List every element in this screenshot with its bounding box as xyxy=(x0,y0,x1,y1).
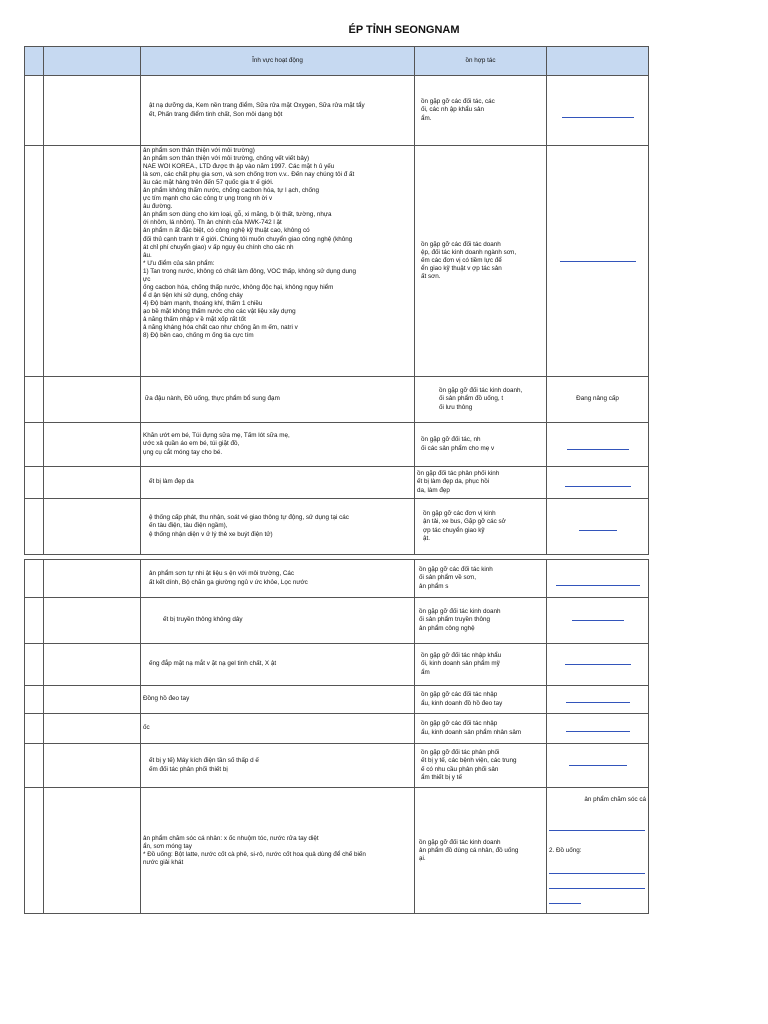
cooperation-cell: ồn gặp gỡ đối tác phân phối ết bị y tế, các bệnh viện, các trung ế có nhu cầu phân phối sản ẩm thiết bị y tế xyxy=(415,744,547,788)
status-cell xyxy=(547,423,649,467)
hyperlink-underline[interactable] xyxy=(572,620,624,621)
cooperation-cell: ồn gặp gỡ các đối tác doanh ệp, đối tác kinh doanh ngành sơn, ếm các đơn vị có tiềm lực để ển giao kỹ thuật v ợp tác sản ất sơn. xyxy=(415,146,547,377)
cooperation-cell: ồn gặp gỡ các đối tác, các ối, các nh ập khẩu sản ẩm. xyxy=(415,76,547,146)
hyperlink-underline[interactable] xyxy=(566,702,630,703)
index-cell xyxy=(25,744,44,788)
table-row xyxy=(25,714,649,744)
table-row xyxy=(25,499,649,555)
page-title: ÉP TỈNH SEONGNAM xyxy=(348,24,460,36)
field-cell: ốc xyxy=(141,714,415,744)
index-cell xyxy=(25,644,44,686)
status-cell xyxy=(547,686,649,714)
status-cell xyxy=(547,76,649,146)
company-cell xyxy=(44,423,141,467)
index-cell xyxy=(25,714,44,744)
cooperation-cell: ồn gặp gỡ các đối tác kinh ối sản phẩm về sơn, ản phẩm s xyxy=(415,560,547,598)
hyperlink-underline[interactable] xyxy=(569,765,627,766)
table-row xyxy=(25,76,649,146)
index-cell xyxy=(25,788,44,914)
hyperlink-underline[interactable] xyxy=(560,261,636,262)
header-field: Ĩnh vực hoạt động xyxy=(141,47,415,76)
cooperation-cell: ồn gặp gỡ các đối tác nhập ẩu, kinh doanh đồ hồ đeo tay xyxy=(415,686,547,714)
company-cell xyxy=(44,377,141,423)
table-header-row xyxy=(25,47,649,76)
field-cell: Khăn ướt em bé, Túi đựng sữa mẹ, Tấm lót sữa mẹ, ước xả quần áo em bé, túi giặt đồ, ụng cụ cắt móng tay cho bé. xyxy=(141,423,415,467)
cooperation-cell: ồn gặp gỡ đối tác nhập khẩu ối, kinh doanh sản phẩm mỹ ẩm xyxy=(415,644,547,686)
index-cell xyxy=(25,499,44,555)
table-row xyxy=(25,598,649,644)
header-index-cell xyxy=(25,47,44,76)
table-row xyxy=(25,467,649,499)
status-cell xyxy=(547,146,649,377)
header-company-cell xyxy=(44,47,141,76)
partner-table-2 xyxy=(24,559,649,914)
field-cell: ếng đắp mặt nạ mắt v ặt nạ gel tinh chất, X ật xyxy=(141,644,415,686)
index-cell xyxy=(25,598,44,644)
table-row xyxy=(25,377,649,423)
index-cell xyxy=(25,423,44,467)
table-row xyxy=(25,744,649,788)
partner-table-1 xyxy=(24,46,649,555)
field-cell: ản phẩm chăm sóc cá nhân: x ốc nhuộm tóc, nước rửa tay diệt ẩn, sơn móng tay * Đồ uống: Bột latte, nước cốt cà phê, si-rô, nước cốt hoa quả dùng để chế biến nước giải khát xyxy=(141,788,415,914)
hyperlink-underline[interactable] xyxy=(565,664,631,665)
index-cell xyxy=(25,467,44,499)
field-cell: ật nạ dưỡng da, Kem nền trang điểm, Sữa rửa mặt Oxygen, Sữa rửa mặt tẩy ết, Phấn trang điểm tinh chất, Son môi dạng bột xyxy=(141,76,415,146)
hyperlink-underline[interactable] xyxy=(566,731,630,732)
field-cell: ản phẩm sơn thân thiện với môi trường) ản phẩm sơn thân thiện với môi trường, chống vết viết bảy) NAE WOI KOREA., LTD được th ập vào năm 1997. Các mặt h ủ yếu là sơn, các chất phụ gia sơn, và sơn chống trơn v.v.. Đến nay chúng tôi đ ất ầu các mặt hàng trên đến 57 quốc gia tr ế giới. ản phẩm không thấm nước, chống cacbon hóa, tự l ạch, chống ực tím mạnh cho các công tr ụng trong nh ời v âu đường. ản phẩm sơn dùng cho kim loại, gỗ, xi măng, b ội thất, tường, nhựa ới nhôm, lá nhôm). Th ản chính của NWK-742 l ật ản phẩm n ất đặc biệt, có công nghệ kỹ thuật cao, không có đối thủ cạnh tranh tr ế giới. Chúng tôi muốn chuyển giao công nghệ (không át chỉ phí chuyển giao) v ấp nguy ệu chính cho các nh âu. * Ưu điểm của sản phẩm: 1) Tan trong nước, không có chất làm đông, VOC thấp, không sử dụng dung ực ống cacbon hóa, chống thấp nước, không độc hại, không nguy hiểm ể d ận tiện khi sử dụng, chống cháy 4) Độ bám mạnh, thoáng khí, thấm 1 chiều ạo bề mặt không thấm nước cho các vật liệu xây dựng ả năng thấm nhập v ề mặt xốp rất tốt ả năng kháng hóa chất cao như chống ăn m ếm, natri v 8) Độ bền cao, chống m ống tia cực tím xyxy=(141,146,415,377)
table-row xyxy=(25,686,649,714)
status-cell xyxy=(547,598,649,644)
hyperlink-underline[interactable] xyxy=(549,873,645,874)
status-personal-care-label: ản phẩm chăm sóc cá xyxy=(584,796,646,804)
field-cell: ết bị y tế) Máy kích điện tần số thấp d ế ếm đối tác phân phối thiết bị xyxy=(141,744,415,788)
hyperlink-underline[interactable] xyxy=(556,585,640,586)
status-cell xyxy=(547,560,649,598)
field-cell: ệ thống cấp phát, thu nhận, soát vé giao thông tự động, sử dụng tại các ến tàu điện, tàu điện ngầm), ệ thống nhận diện v ử lý thẻ xe buýt điện tử) xyxy=(141,499,415,555)
status-cell xyxy=(547,644,649,686)
table-row xyxy=(25,146,649,377)
cooperation-cell: ồn gặp gỡ các đơn vị kinh ận tải, xe bus, Gặp gỡ các sở ợp tác chuyển giao kỹ ật. xyxy=(415,499,547,555)
field-cell: ết bị làm đẹp da xyxy=(141,467,415,499)
status-cell xyxy=(547,714,649,744)
index-cell xyxy=(25,76,44,146)
cooperation-cell: ồn gặp đối tác phân phối kinh ết bị làm đẹp da, phục hồi da, làm đẹp xyxy=(415,467,547,499)
hyperlink-underline[interactable] xyxy=(549,830,645,831)
field-cell: ản phẩm sơn tự nhi ật liệu s ện với môi trường, Các ất kết dính, Bộ chăn ga giường ngủ v ức khỏe, Lọc nước xyxy=(141,560,415,598)
company-cell xyxy=(44,744,141,788)
index-cell xyxy=(25,377,44,423)
field-cell: ết bị truyền thông không dây xyxy=(141,598,415,644)
header-cooperation: ồn hợp tác xyxy=(415,47,547,76)
hyperlink-underline[interactable] xyxy=(562,117,634,118)
cooperation-cell: ồn gặp gỡ các đối tác nhập ẩu, kinh doanh sản phẩm nhân sâm xyxy=(415,714,547,744)
company-cell xyxy=(44,499,141,555)
header-status-cell xyxy=(547,47,649,76)
index-cell xyxy=(25,686,44,714)
hyperlink-underline[interactable] xyxy=(549,903,581,904)
index-cell xyxy=(25,146,44,377)
table-row xyxy=(25,423,649,467)
cooperation-cell: ồn gặp gỡ đối tác kinh doanh ản phẩm đồ dùng cá nhân, đồ uống ại. xyxy=(415,788,547,914)
status-cell xyxy=(547,499,649,555)
hyperlink-underline[interactable] xyxy=(549,888,645,889)
hyperlink-underline[interactable] xyxy=(579,530,617,531)
hyperlink-underline[interactable] xyxy=(565,486,631,487)
cooperation-cell: ồn gặp gỡ đối tác, nh ối các sản phẩm cho mẹ v xyxy=(415,423,547,467)
company-cell xyxy=(44,467,141,499)
status-drinks-label: 2. Đồ uống: xyxy=(549,847,582,855)
company-cell xyxy=(44,714,141,744)
company-cell xyxy=(44,76,141,146)
status-cell xyxy=(547,744,649,788)
status-cell xyxy=(547,788,649,914)
cooperation-cell: ồn gặp gỡ đối tác kinh doanh ối sản phẩm truyền thông ản phẩm công nghệ xyxy=(415,598,547,644)
company-cell xyxy=(44,788,141,914)
company-cell xyxy=(44,644,141,686)
index-cell xyxy=(25,560,44,598)
table-row xyxy=(25,788,649,914)
status-cell xyxy=(547,467,649,499)
hyperlink-underline[interactable] xyxy=(567,449,629,450)
cooperation-cell: ồn gặp gỡ đối tác kinh doanh, ối sản phẩm đồ uống, t ối lưu thông xyxy=(415,377,547,423)
table-row xyxy=(25,560,649,598)
company-cell xyxy=(44,560,141,598)
company-cell xyxy=(44,146,141,377)
company-cell xyxy=(44,686,141,714)
company-cell xyxy=(44,598,141,644)
field-cell: Đồng hồ đeo tay xyxy=(141,686,415,714)
status-cell: Đang nâng cấp xyxy=(547,377,649,423)
table-row xyxy=(25,644,649,686)
field-cell: ữa đậu nành, Đồ uống, thực phẩm bổ sung đạm xyxy=(141,377,415,423)
